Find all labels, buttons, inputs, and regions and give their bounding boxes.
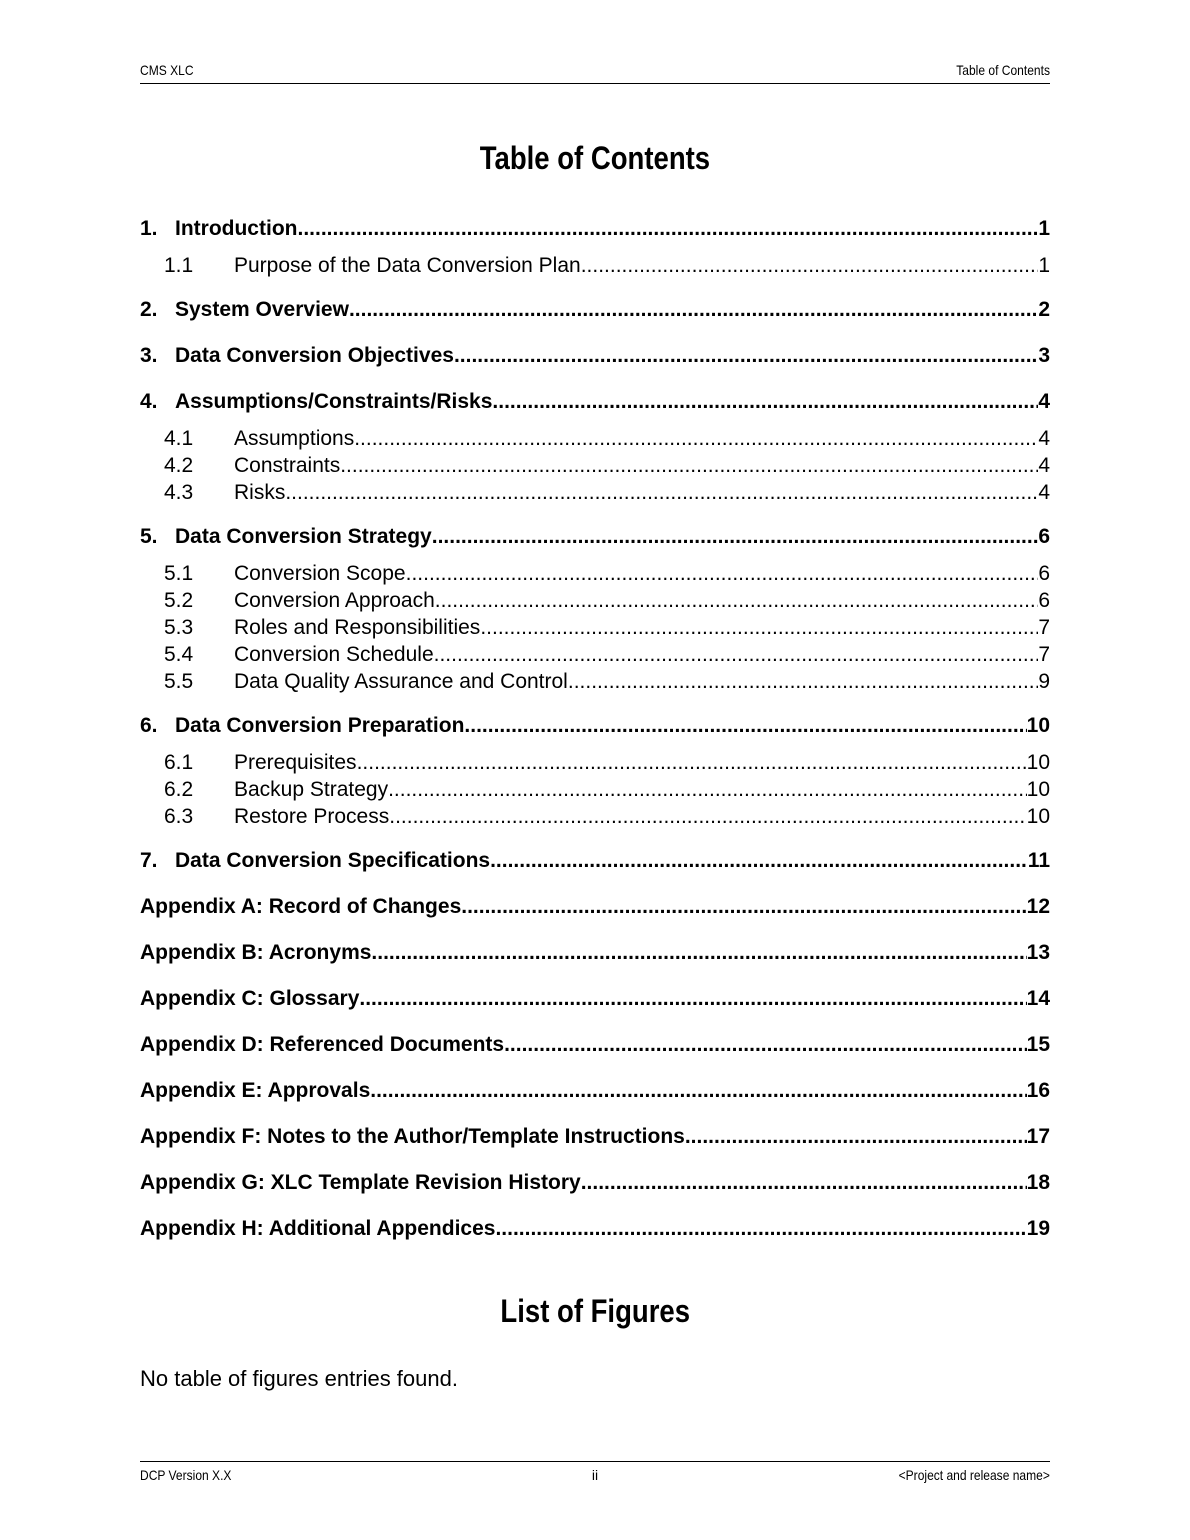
toc-entry[interactable]	[140, 846, 1050, 876]
toc-entry-page: 4	[1038, 390, 1050, 413]
toc-entry-label: Data Conversion Specifications	[175, 849, 491, 872]
figures-title	[0, 1293, 1190, 1330]
toc-leader-dots	[297, 214, 1038, 244]
toc-entry-number: 4.1	[164, 427, 194, 450]
toc-entry-number: 5.5	[164, 670, 194, 693]
toc-entry-number: 6.	[140, 714, 158, 737]
toc-entry-number: 6.3	[164, 805, 194, 828]
toc-entry-label: Prerequisites	[234, 751, 357, 774]
toc-leader-dots	[464, 711, 1026, 741]
toc-entry-page: 4	[1038, 454, 1050, 477]
toc-entry-label: Appendix G: XLC Template Revision History	[140, 1171, 581, 1194]
toc-entry[interactable]	[140, 803, 1050, 830]
toc-entry-label: Assumptions/Constraints/Risks	[175, 390, 493, 413]
toc-entry[interactable]	[140, 452, 1050, 479]
toc-entry[interactable]	[140, 641, 1050, 668]
toc-entry[interactable]	[140, 984, 1050, 1014]
toc-entry-label: System Overview	[175, 298, 349, 321]
toc-entry-page: 19	[1026, 1217, 1050, 1240]
toc-entry[interactable]	[140, 252, 1050, 279]
toc-entry-label: Appendix D: Referenced Documents	[140, 1033, 505, 1056]
toc-entry-page: 4	[1038, 481, 1050, 504]
toc-entry-label: Purpose of the Data Conversion Plan	[234, 254, 581, 277]
toc-entry-page: 14	[1026, 987, 1050, 1010]
toc-entry-label: Assumptions	[234, 427, 355, 450]
toc-entry-label: Appendix H: Additional Appendices	[140, 1217, 496, 1240]
toc-entry-number: 5.4	[164, 643, 194, 666]
toc-entry-number: 5.2	[164, 589, 194, 612]
toc-entry-number: 6.1	[164, 751, 194, 774]
toc-entry[interactable]	[140, 749, 1050, 776]
toc-entry[interactable]	[140, 1030, 1050, 1060]
toc-leader-dots	[359, 984, 1026, 1014]
toc-entry-page: 7	[1038, 616, 1050, 639]
toc-entry-label: Appendix E: Approvals	[140, 1079, 371, 1102]
toc-leader-dots	[490, 846, 1028, 876]
toc-entry[interactable]	[140, 892, 1050, 922]
page-footer	[140, 1461, 1050, 1486]
toc-leader-dots	[370, 1076, 1026, 1106]
toc-entry[interactable]	[140, 938, 1050, 968]
toc-leader-dots	[354, 425, 1038, 452]
toc-entry-number: 4.	[140, 390, 158, 413]
toc-entry-label: Conversion Schedule	[234, 643, 434, 666]
toc-entry[interactable]	[140, 1122, 1050, 1152]
toc-entry-page: 10	[1026, 751, 1050, 774]
toc-entry[interactable]	[140, 776, 1050, 803]
toc-entry[interactable]	[140, 1214, 1050, 1244]
toc-entry-label: Data Conversion Strategy	[175, 525, 432, 548]
toc-entry-page: 10	[1026, 805, 1050, 828]
toc-entry[interactable]	[140, 1168, 1050, 1198]
toc-entry-label: Constraints	[234, 454, 341, 477]
toc-entry-number: 5.1	[164, 562, 194, 585]
toc-leader-dots	[454, 341, 1038, 371]
footer-left: DCP Version X.X	[140, 1467, 232, 1483]
toc-entry-label: Risks	[234, 481, 286, 504]
toc-entry-page: 17	[1026, 1125, 1050, 1148]
toc-leader-dots	[685, 1122, 1027, 1152]
toc-leader-dots	[581, 252, 1039, 279]
toc-entry[interactable]	[140, 711, 1050, 741]
toc-entry-page: 1	[1038, 254, 1050, 277]
toc-entry-label: Conversion Approach	[234, 589, 435, 612]
toc-entry-label: Appendix F: Notes to the Author/Template Instructions	[140, 1125, 685, 1148]
toc-entry-page: 11	[1027, 849, 1050, 872]
toc-entry-number: 7.	[140, 849, 158, 872]
toc-entry-label: Backup Strategy	[234, 778, 389, 801]
toc-entry-label: Appendix C: Glossary	[140, 987, 360, 1010]
toc-leader-dots	[357, 749, 1027, 776]
toc-leader-dots	[406, 560, 1039, 587]
toc-entry-page: 15	[1026, 1033, 1050, 1056]
figures-title-text: List of Figures	[500, 1293, 690, 1329]
toc-entry-label: Roles and Responsibilities	[234, 616, 481, 639]
toc-entry-page: 10	[1026, 714, 1050, 737]
page-header	[140, 62, 1050, 84]
toc-entry-page: 16	[1026, 1079, 1050, 1102]
toc-leader-dots	[349, 295, 1038, 325]
toc-entry-number: 6.2	[164, 778, 194, 801]
toc-entry[interactable]	[140, 341, 1050, 371]
toc-entry-label: Conversion Scope	[234, 562, 406, 585]
toc-leader-dots	[371, 938, 1026, 968]
toc-entry-page: 6	[1038, 589, 1050, 612]
toc-entry[interactable]	[140, 560, 1050, 587]
toc-entry[interactable]	[140, 587, 1050, 614]
table-of-contents	[140, 214, 1050, 1244]
toc-leader-dots	[461, 892, 1026, 922]
toc-entry-number: 4.3	[164, 481, 194, 504]
toc-entry-page: 10	[1026, 778, 1050, 801]
toc-leader-dots	[434, 641, 1039, 668]
toc-leader-dots	[480, 614, 1038, 641]
toc-leader-dots	[435, 587, 1039, 614]
figures-empty-message: No table of figures entries found.	[140, 1366, 458, 1391]
toc-entry[interactable]	[140, 214, 1050, 244]
toc-entry-page: 1	[1038, 217, 1050, 240]
footer-page-number: ii	[591, 1467, 599, 1483]
toc-entry-page: 9	[1038, 670, 1050, 693]
toc-entry-label: Appendix A: Record of Changes	[140, 895, 462, 918]
toc-leader-dots	[389, 803, 1026, 830]
toc-entry-label: Data Conversion Objectives	[175, 344, 454, 367]
toc-entry-label: Introduction	[175, 217, 298, 240]
toc-entry-page: 7	[1038, 643, 1050, 666]
toc-entry-page: 6	[1038, 562, 1050, 585]
toc-title	[0, 140, 1190, 177]
toc-leader-dots	[581, 1168, 1027, 1198]
toc-entry[interactable]	[140, 387, 1050, 417]
toc-entry-page: 18	[1026, 1171, 1050, 1194]
toc-leader-dots	[340, 452, 1038, 479]
toc-entry[interactable]	[140, 1076, 1050, 1106]
toc-entry-label: Data Quality Assurance and Control	[234, 670, 568, 693]
toc-entry[interactable]	[140, 425, 1050, 452]
toc-entry[interactable]	[140, 479, 1050, 506]
toc-leader-dots	[492, 387, 1038, 417]
toc-entry[interactable]	[140, 522, 1050, 552]
toc-entry-page: 4	[1038, 427, 1050, 450]
toc-entry-number: 5.	[140, 525, 158, 548]
toc-leader-dots	[568, 668, 1038, 695]
toc-entry-page: 2	[1038, 298, 1050, 321]
toc-entry-page: 6	[1038, 525, 1050, 548]
header-left: CMS XLC	[140, 62, 194, 78]
toc-entry-number: 1.	[140, 217, 158, 240]
toc-entry[interactable]	[140, 668, 1050, 695]
toc-leader-dots	[388, 776, 1027, 803]
toc-entry-page: 3	[1038, 344, 1050, 367]
footer-right: <Project and release name>	[898, 1467, 1050, 1483]
toc-entry-number: 4.2	[164, 454, 194, 477]
toc-entry[interactable]	[140, 295, 1050, 325]
toc-leader-dots	[432, 522, 1039, 552]
toc-title-text: Table of Contents	[479, 140, 711, 176]
toc-entry-page: 12	[1026, 895, 1050, 918]
toc-entry-number: 3.	[140, 344, 158, 367]
toc-entry[interactable]	[140, 614, 1050, 641]
toc-entry-label: Restore Process	[234, 805, 390, 828]
toc-entry-number: 5.3	[164, 616, 194, 639]
toc-leader-dots	[495, 1214, 1026, 1244]
toc-leader-dots	[504, 1030, 1027, 1060]
header-right: Table of Contents	[956, 62, 1050, 78]
toc-leader-dots	[285, 479, 1038, 506]
toc-entry-label: Appendix B: Acronyms	[140, 941, 372, 964]
toc-entry-number: 1.1	[164, 254, 194, 277]
toc-entry-label: Data Conversion Preparation	[175, 714, 465, 737]
toc-entry-number: 2.	[140, 298, 158, 321]
toc-entry-page: 13	[1026, 941, 1050, 964]
